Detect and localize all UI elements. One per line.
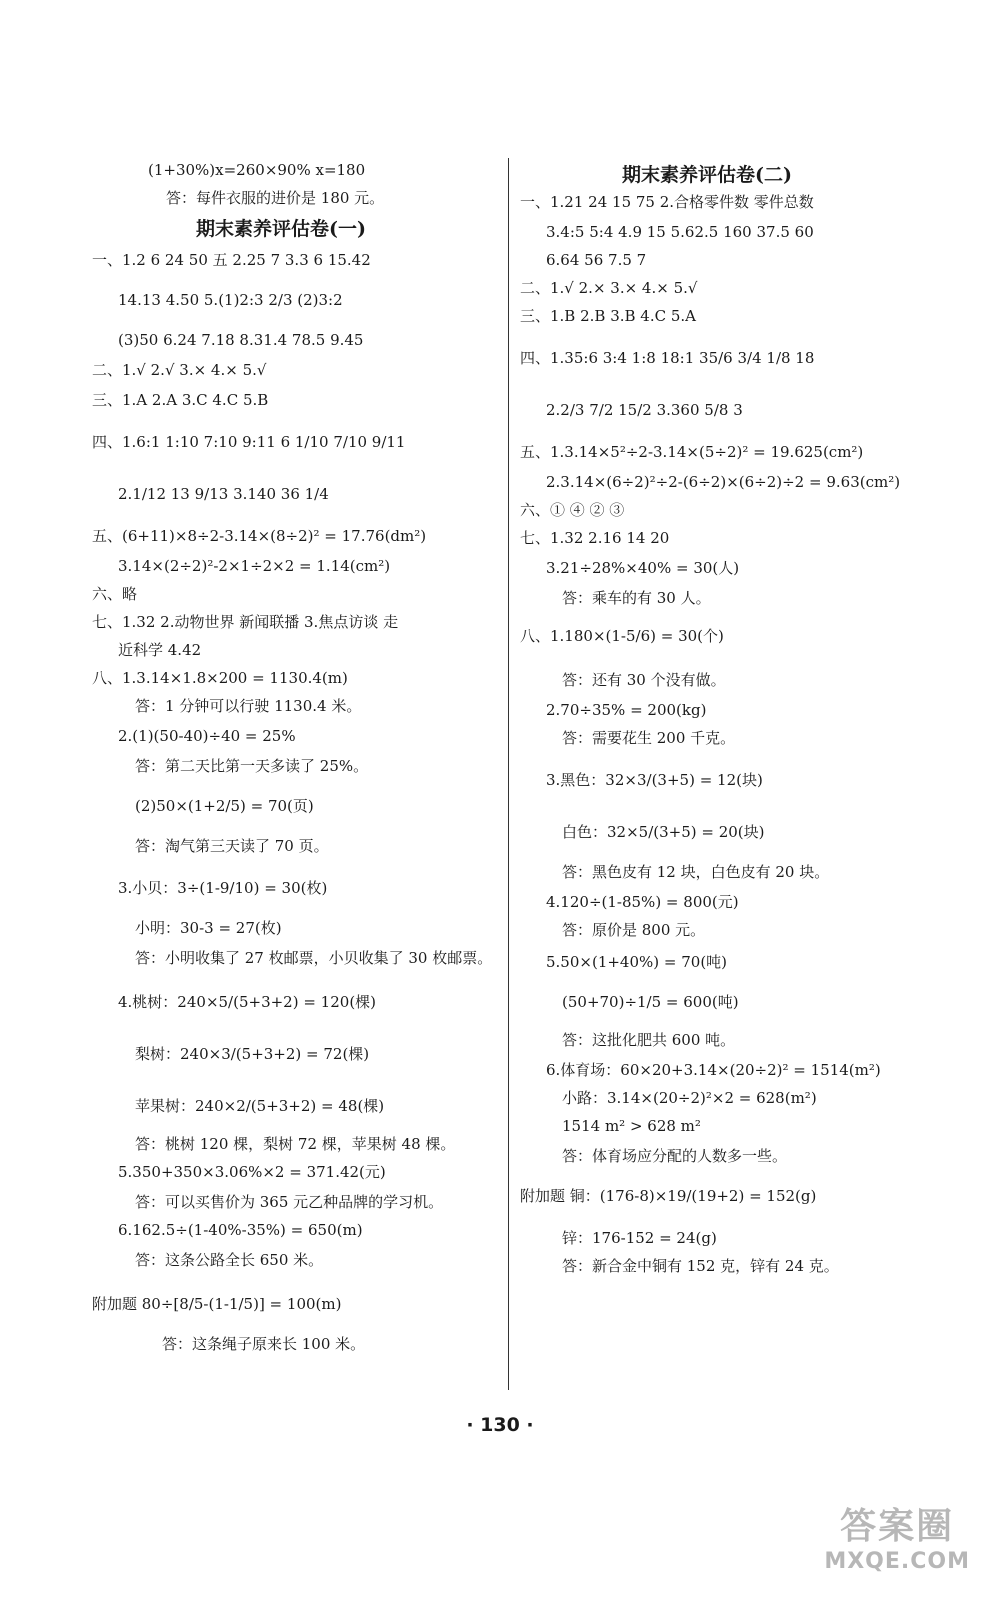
text-line: 锌：176-152 = 24(g) [562, 1229, 717, 1247]
text-line: 答：桃树 120 棵，梨树 72 棵，苹果树 48 棵。 [135, 1135, 456, 1153]
text-line: 四、1.35:6 3:4 1:8 18:1 35/6 3/4 1/8 18 [520, 349, 815, 367]
text-line: 答：第二天比第一天多读了 25%。 [135, 757, 369, 775]
text-line: 一、1.2 6 24 50 五 2.25 7 3.3 6 15.42 [92, 251, 371, 269]
watermark-logo: 答案圈 [840, 1506, 955, 1547]
text-line: 小明：30-3 = 27(枚) [135, 919, 282, 937]
page-number: · 130 · [466, 1414, 534, 1436]
text-line: (3)50 6.24 7.18 8.31.4 78.5 9.45 [118, 331, 364, 349]
text-line: 附加题 铜：(176-8)×19/(19+2) = 152(g) [520, 1187, 817, 1205]
text-line: 答：体育场应分配的人数多一些。 [562, 1147, 788, 1165]
text-line: (50+70)÷1/5 = 600(吨) [562, 993, 739, 1011]
text-line: 3.小贝：3÷(1-9/10) = 30(枚) [118, 879, 328, 897]
text-line: 二、1.√ 2.× 3.× 4.× 5.√ [520, 279, 698, 297]
text-line: 2.1/12 13 9/13 3.140 36 1/4 [118, 485, 329, 503]
text-line: 2.(1)(50-40)÷40 = 25% [118, 727, 296, 745]
text-line: 3.黑色：32×3/(3+5) = 12(块) [546, 771, 763, 789]
text-line: (1+30%)x=260×90% x=180 [148, 161, 366, 179]
text-line: 答：小明收集了 27 枚邮票，小贝收集了 30 枚邮票。 [135, 949, 493, 967]
text-line: 5.350+350×3.06%×2 = 371.42(元) [118, 1163, 386, 1181]
text-line: 三、1.A 2.A 3.C 4.C 5.B [92, 391, 269, 409]
text-line: 苹果树：240×2/(5+3+2) = 48(棵) [135, 1097, 385, 1115]
text-line: 5.50×(1+40%) = 70(吨) [546, 953, 728, 971]
text-line: 答：新合金中铜有 152 克，锌有 24 克。 [562, 1257, 839, 1275]
text-line: 白色：32×5/(3+5) = 20(块) [562, 823, 765, 841]
text-line: 五、(6+11)×8÷2-3.14×(8÷2)² = 17.76(dm²) [92, 527, 427, 545]
text-line: 2.70÷35% = 200(kg) [546, 701, 707, 719]
text-line: 1514 m² > 628 m² [562, 1117, 701, 1135]
text-line: 答：需要花生 200 千克。 [562, 729, 736, 747]
text-line: 一、1.21 24 15 75 2.合格零件数 零件总数 [520, 193, 814, 211]
text-line: 小路：3.14×(20÷2)²×2 = 628(m²) [562, 1089, 817, 1107]
text-line: 四、1.6:1 1:10 7:10 9:11 6 1/10 7/10 9/11 [92, 433, 406, 451]
watermark [824, 1498, 970, 1574]
text-line: (2)50×(1+2/5) = 70(页) [135, 797, 314, 815]
text-line: 附加题 80÷[8/5-(1-1/5)] = 100(m) [92, 1295, 342, 1313]
text-line: 近科学 4.42 [118, 641, 202, 659]
text-line: 答：这条绳子原来长 100 米。 [162, 1335, 366, 1353]
watermark-url: MXQE.COM [824, 1549, 970, 1574]
text-line: 五、1.3.14×5²÷2-3.14×(5÷2)² = 19.625(cm²) [520, 443, 864, 461]
text-line: 答：淘气第三天读了 70 页。 [135, 837, 329, 855]
text-line: 二、1.√ 2.√ 3.× 4.× 5.√ [92, 361, 267, 379]
text-line: 2.2/3 7/2 15/2 3.360 5/8 3 [546, 401, 743, 419]
text-line: 答：原价是 800 元。 [562, 921, 706, 939]
text-line: 4.桃树：240×5/(5+3+2) = 120(棵) [118, 993, 377, 1011]
text-line: 答：这条公路全长 650 米。 [135, 1251, 324, 1269]
text-line: 八、1.3.14×1.8×200 = 1130.4(m) [92, 669, 348, 687]
text-line: 答：1 分钟可以行驶 1130.4 米。 [135, 697, 362, 715]
text-line: 梨树：240×3/(5+3+2) = 72(棵) [135, 1045, 370, 1063]
text-line: 3.21÷28%×40% = 30(人) [546, 559, 740, 577]
text-line: 七、1.32 2.动物世界 新闻联播 3.焦点访谈 走 [92, 613, 399, 631]
text-line: 答：可以买售价为 365 元乙种品牌的学习机。 [135, 1193, 444, 1211]
text-line: 2.3.14×(6÷2)²÷2-(6÷2)×(6÷2)÷2 = 9.63(cm²) [546, 473, 901, 491]
text-line: 6.162.5÷(1-40%-35%) = 650(m) [118, 1221, 363, 1239]
text-line: 答：每件衣服的进价是 180 元。 [166, 189, 385, 207]
text-line: 答：还有 30 个没有做。 [562, 671, 726, 689]
text-line: 3.14×(2÷2)²-2×1÷2×2 = 1.14(cm²) [118, 557, 391, 575]
text-line: 八、1.180×(1-5/6) = 30(个) [520, 627, 724, 645]
section-title-exam-1: 期末素养评估卷(一) [196, 218, 366, 240]
column-divider [508, 158, 509, 1390]
text-line: 3.4:5 5:4 4.9 15 5.62.5 160 37.5 60 [546, 223, 814, 241]
text-line: 4.120÷(1-85%) = 800(元) [546, 893, 739, 911]
text-line: 六、① ④ ② ③ [520, 501, 625, 519]
text-line: 六、略 [92, 585, 138, 603]
text-line: 三、1.B 2.B 3.B 4.C 5.A [520, 307, 697, 325]
text-line: 七、1.32 2.16 14 20 [520, 529, 670, 547]
text-line: 6.体育场：60×20+3.14×(20÷2)² = 1514(m²) [546, 1061, 881, 1079]
text-line: 答：黑色皮有 12 块，白色皮有 20 块。 [562, 863, 830, 881]
text-line: 答：乘车的有 30 人。 [562, 589, 711, 607]
text-line: 答：这批化肥共 600 吨。 [562, 1031, 736, 1049]
section-title-exam-2: 期末素养评估卷(二) [622, 164, 792, 186]
text-line: 14.13 4.50 5.(1)2:3 2/3 (2)3:2 [118, 291, 343, 309]
text-line: 6.64 56 7.5 7 [546, 251, 647, 269]
